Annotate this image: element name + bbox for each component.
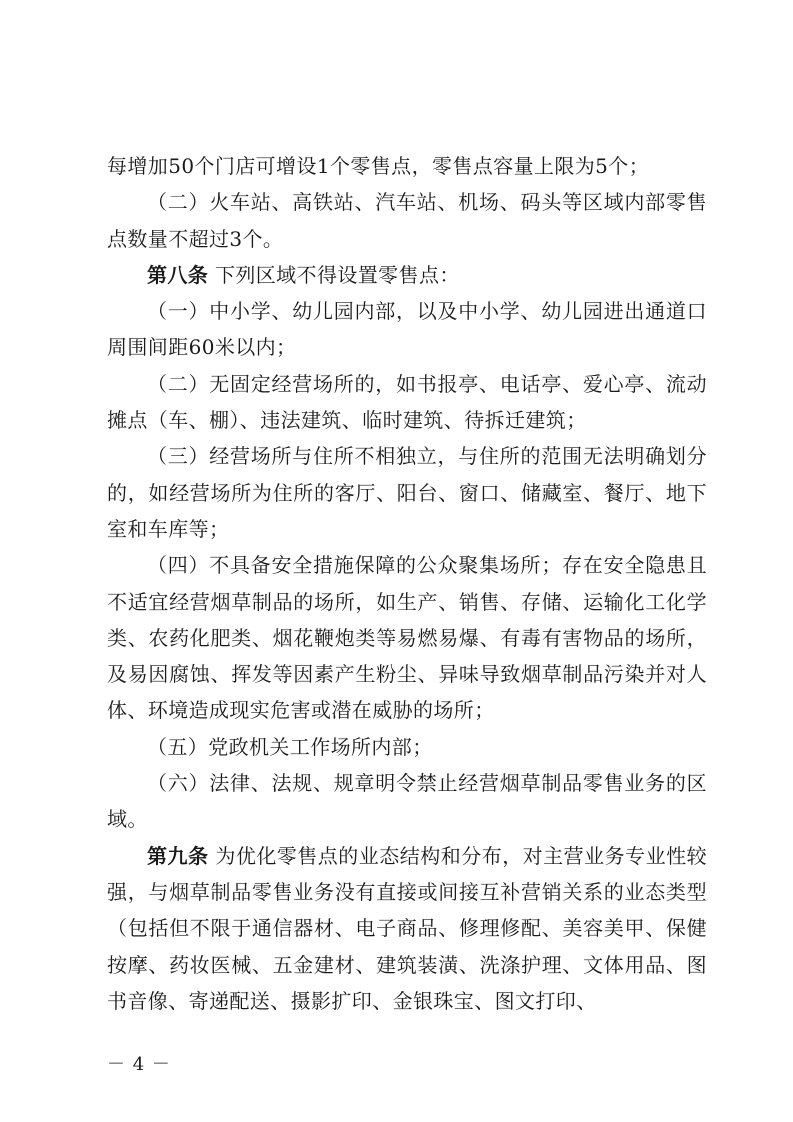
article-9-label: 第九条	[147, 843, 209, 868]
paragraph-text: （一）中小学、幼儿园内部，以及中小学、幼儿园进出通道口周围间距60米以内；	[107, 299, 707, 360]
paragraph-text: （二）无固定经营场所的，如书报亭、电话亭、爱心亭、流动摊点（车、棚）、违法建筑、临时建筑、待拆迁建筑；	[107, 371, 707, 433]
paragraph-item-2-station-limit	[107, 184, 707, 257]
paragraph-item-1-schools	[107, 293, 707, 366]
paragraph-text: （二）火车站、高铁站、汽车站、机场、码头等区域内部零售点数量不超过3个。	[107, 190, 707, 251]
paragraph-item-3-residence	[107, 438, 707, 547]
paragraph-item-4-safety	[107, 547, 707, 728]
paragraph-item-5-government	[107, 729, 707, 765]
article-8-label: 第八条	[147, 262, 209, 287]
article-9-heading-paragraph	[107, 838, 707, 1019]
paragraph-item-2-no-fixed-premises	[107, 366, 707, 439]
paragraph-text: 为优化零售点的业态结构和分布，对主营业务专业性较强，与烟草制品零售业务没有直接或间接互补营销关系的业态类型（包括但不限于通信器材、电子商品、修理修配、美容美甲、保健按摩、药妆医械、五金建材、建筑装潢、洗涤护理、文体用品、图书音像、寄递配送、摄影扩印、金银珠宝、图文打印、	[107, 843, 708, 1013]
article-8-heading-paragraph	[107, 257, 707, 293]
paragraph-text: （四）不具备安全措施保障的公众聚集场所；存在安全隐患且不适宜经营烟草制品的场所，如生产、销售、存储、运输化工化学类、农药化肥类、烟花鞭炮类等易燃易爆、有毒有害物品的场所，及易因腐蚀、挥发等因素产生粉尘、异味导致烟草制品污染并对人体、环境造成现实危害或潜在威胁的场所；	[107, 553, 707, 723]
paragraph-text: （三）经营场所与住所不相独立，与住所的范围无法明确划分的，如经营场所为住所的客厅、阳台、窗口、储藏室、餐厅、地下室和车库等；	[107, 444, 707, 541]
paragraph-text: （六）法律、法规、规章明令禁止经营烟草制品零售业务的区域。	[107, 771, 707, 832]
document-body	[107, 148, 707, 1019]
paragraph-continuation	[107, 148, 707, 184]
page-number: － 4 －	[107, 1054, 171, 1075]
paragraph-item-6-prohibited	[107, 765, 707, 838]
paragraph-text: 每增加50个门店可增设1个零售点，零售点容量上限为5个；	[107, 154, 650, 178]
paragraph-text: （五）党政机关工作场所内部；	[147, 734, 433, 759]
paragraph-text: 下列区域不得设置零售点：	[208, 262, 460, 287]
